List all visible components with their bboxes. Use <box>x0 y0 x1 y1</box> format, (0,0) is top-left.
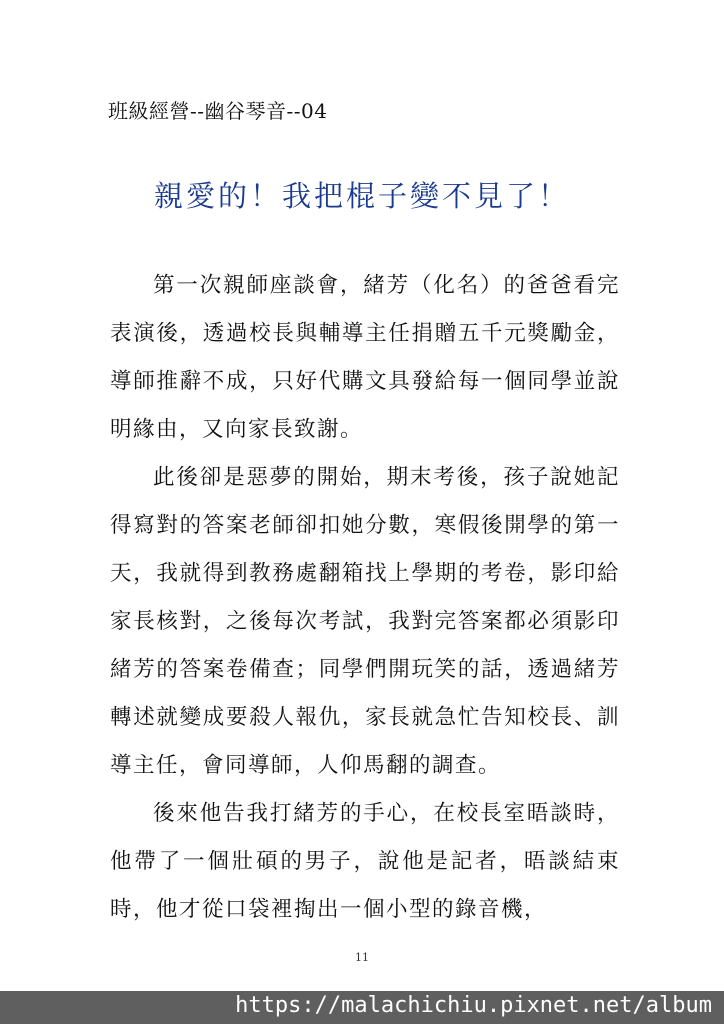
page-number: 11 <box>355 951 369 964</box>
paragraph: 第一次親師座談會，緒芳（化名）的爸爸看完表演後，透過校長與輔導主任捐贈五千元獎勵金，導師推辭不成，只好代購文具發給每一個同學並說明緣由，又向家長致謝。 <box>110 273 620 442</box>
watermark-url: https://malachichiu.pixnet.net/album <box>235 993 712 1018</box>
watermark-bar <box>0 991 724 1024</box>
article-title: 親愛的！我把棍子變不見了！ <box>153 179 570 213</box>
article-body <box>110 262 620 934</box>
running-header: 班級經營--幽谷琴音--04 <box>108 99 328 123</box>
paragraph: 此後卻是惡夢的開始，期末考後，孩子說她記得寫對的答案老師卻扣她分數，寒假後開學的第一天，我就得到教務處翻箱找上學期的考卷，影印給家長核對，之後每次考試，我對完答案都必須影印緒芳的答案卷備查；同學們開玩笑的話，透過緒芳轉述就變成要殺人報仇，家長就急忙告知校長、訓導主任，會同導師，人仰馬翻的調查。 <box>110 465 620 778</box>
paragraph: 後來他告我打緒芳的手心，在校長室晤談時，他帶了一個壯碩的男子，說他是記者，晤談結束時，他才從口袋裡掏出一個小型的錄音機， <box>110 801 620 922</box>
